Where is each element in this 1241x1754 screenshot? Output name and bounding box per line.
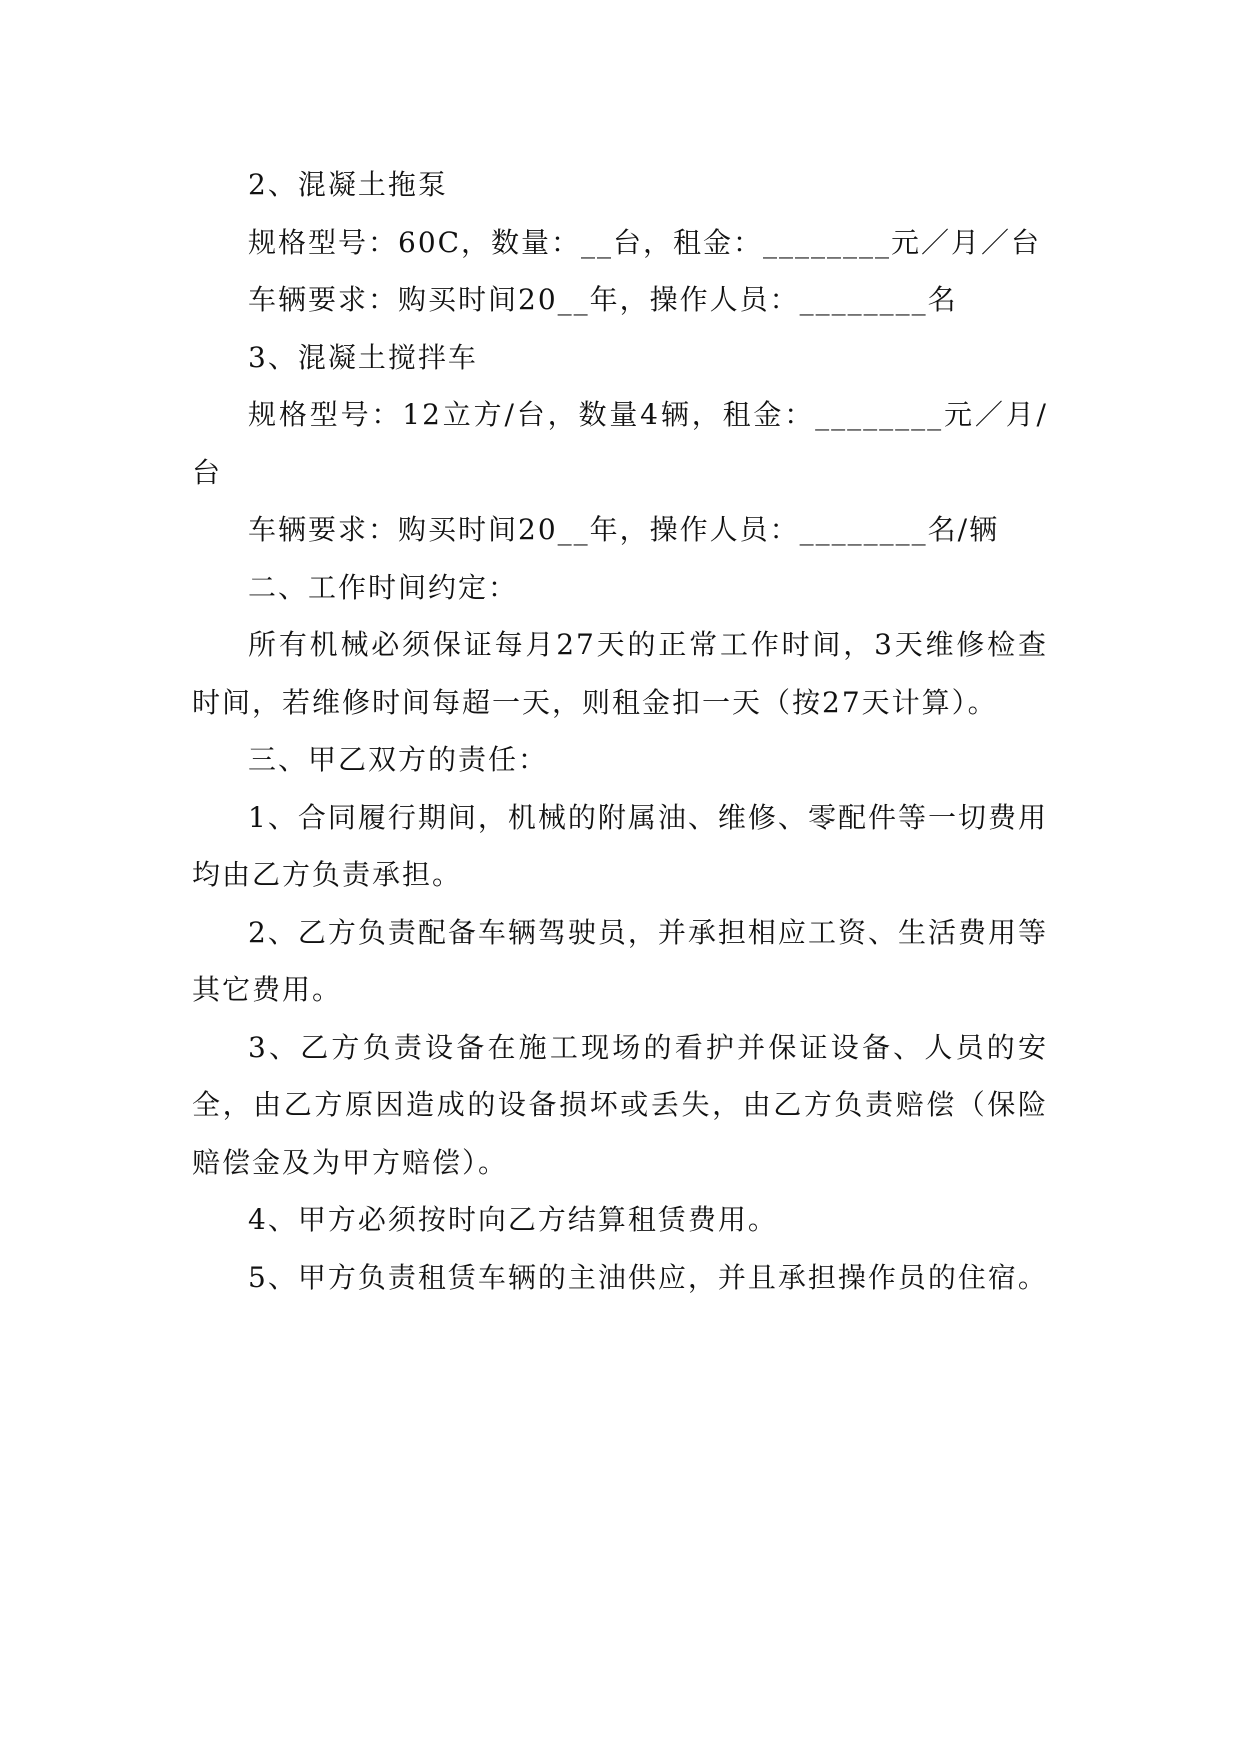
responsibility-clause-1: 1、合同履行期间，机械的附属油、维修、零配件等一切费用均由乙方负责承担。 — [192, 800, 1048, 891]
document-body — [192, 156, 1048, 1306]
section-heading-responsibilities: 三、甲乙双方的责任： — [248, 743, 549, 776]
pump-vehicle-requirements: 车辆要求：购买时间20__年，操作人员：________名 — [248, 283, 958, 316]
item-heading-mixer-truck: 3、混凝土搅拌车 — [248, 340, 478, 374]
mixer-spec-paragraph: 规格型号：12立方/台，数量4辆，租金：________元／月/台 — [192, 398, 1048, 489]
section-heading-working-time: 二、工作时间约定： — [248, 570, 519, 604]
responsibility-clause-5: 5、甲方负责租赁车辆的主油供应，并且承担操作员的住宿。 — [248, 1260, 1048, 1294]
working-time-paragraph: 所有机械必须保证每月27天的正常工作时间，3天维修检查时间，若维修时间每超一天，则租金扣一天（按27天计算）。 — [192, 628, 1048, 719]
item-heading-concrete-pump: 2、混凝土拖泵 — [248, 168, 448, 201]
mixer-vehicle-requirements: 车辆要求：购买时间20__年，操作人员：________名/辆 — [248, 513, 1000, 546]
responsibility-clause-3: 3、乙方负责设备在施工现场的看护并保证设备、人员的安全，由乙方原因造成的设备损坏或丢失，由乙方负责赔偿（保险赔偿金及为甲方赔偿）。 — [192, 1030, 1048, 1179]
responsibility-clause-2: 2、乙方负责配备车辆驾驶员，并承担相应工资、生活费用等其它费用。 — [192, 915, 1048, 1006]
pump-spec-paragraph: 规格型号：60C，数量：__台，租金：________元／月／台 — [248, 225, 1042, 259]
responsibility-clause-4: 4、甲方必须按时向乙方结算租赁费用。 — [248, 1203, 778, 1236]
